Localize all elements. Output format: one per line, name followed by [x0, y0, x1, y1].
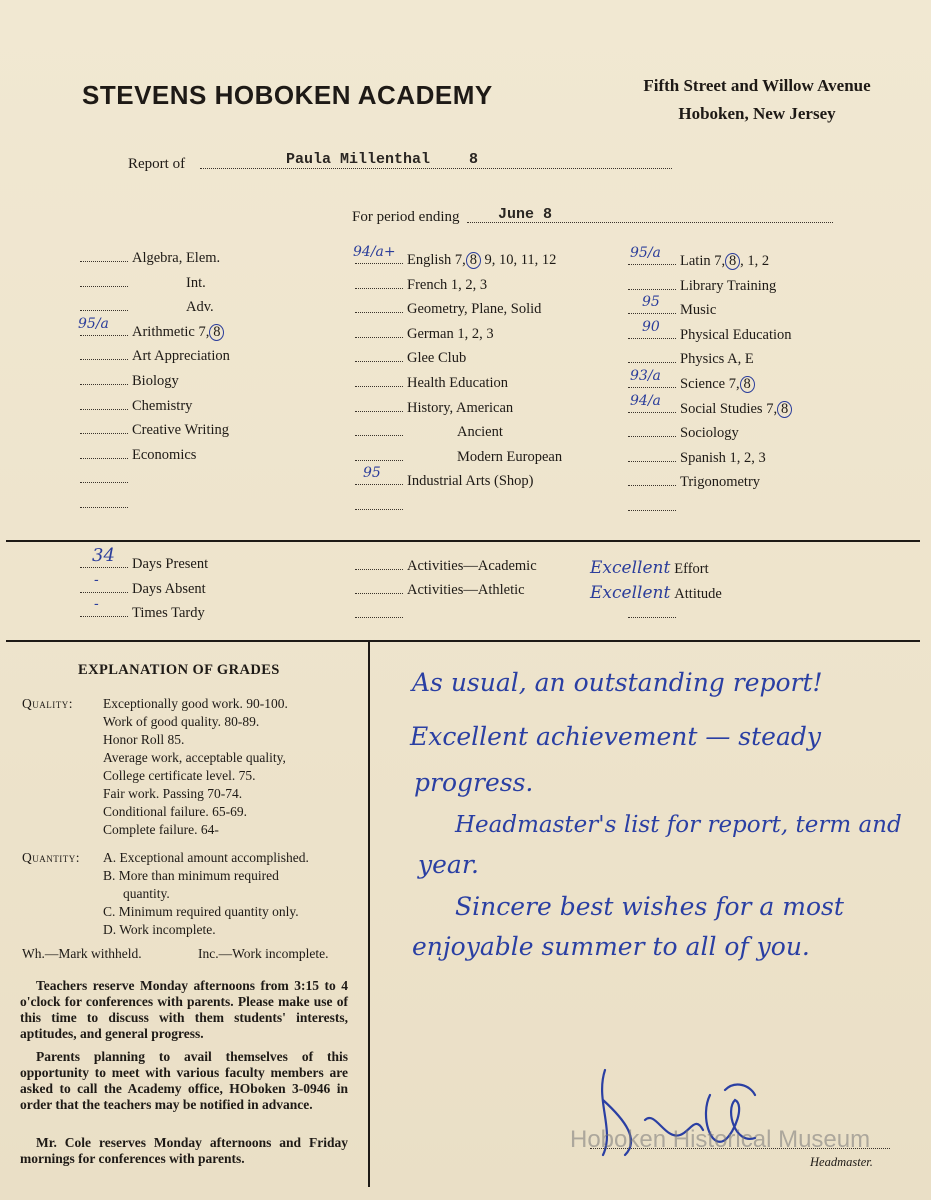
grade-english: 94/a+: [353, 244, 396, 260]
subject-row: Ancient: [355, 424, 562, 449]
museum-watermark: Hoboken Historical Museum: [570, 1126, 871, 1153]
days-present-value: 34: [92, 545, 115, 566]
report-of-label: Report of: [128, 156, 186, 172]
signature-title: Headmaster.: [810, 1155, 873, 1169]
student-grade: 8: [469, 151, 479, 168]
subject-row: 93/a Science 7, 8: [628, 376, 792, 401]
quality-item: Work of good quality. 80-89.: [103, 714, 260, 729]
period-value: June 8: [498, 206, 553, 223]
comment-line: As usual, an outstanding report!: [412, 668, 823, 697]
quantity-label: Quantity:: [22, 850, 80, 865]
quality-item: College certificate level. 75.: [103, 768, 256, 783]
explanation-title: EXPLANATION OF GRADES: [78, 662, 280, 678]
grade-latin: 95/a: [630, 245, 661, 261]
subject-row: Health Education: [355, 375, 562, 400]
subject-row: 94/a+ English 7, 8 9, 10, 11, 12: [353, 244, 557, 268]
subject-row: [80, 471, 230, 496]
quality-item: Exceptionally good work. 90-100.: [103, 696, 288, 711]
subjects-col-2: [353, 244, 563, 523]
subject-row: 95 Music: [628, 302, 792, 327]
quantity-item: A. Exceptional amount accomplished.: [103, 850, 309, 865]
quantity-item: C. Minimum required quantity only.: [103, 904, 299, 919]
comment-line: year.: [418, 850, 479, 879]
circled-grade-8: 8: [209, 324, 224, 341]
subject-row: 95 Industrial Arts (Shop): [355, 473, 562, 498]
effort-row: Excellent Effort: [590, 558, 709, 578]
grade-industrial-arts: 95: [363, 465, 381, 482]
blank-row: [355, 606, 407, 623]
grade-science: 93/a: [630, 367, 661, 384]
subject-row: 94/a Social Studies 7, 8: [628, 401, 792, 426]
comment-line: enjoyable summer to all of you.: [412, 932, 810, 961]
comment-line: Sincere best wishes for a most: [455, 892, 844, 921]
subject-row: 95/a Arithmetic 7, 8: [80, 324, 230, 349]
days-absent-row: - Days Absent: [80, 581, 206, 598]
attitude-value: Excellent: [590, 583, 671, 603]
subject-row: French 1, 2, 3: [355, 277, 562, 302]
subject-row: Glee Club: [355, 350, 562, 375]
subject-row: Modern European: [355, 449, 562, 474]
grade-arithmetic: 95/a: [78, 315, 109, 332]
subject-row: [80, 496, 230, 521]
times-tardy-row: - Times Tardy: [80, 605, 205, 622]
subject-row: Adv.: [80, 299, 230, 324]
subject-row: Chemistry: [80, 398, 230, 423]
activities-academic-row: Activities—Academic: [355, 558, 537, 575]
teachers-paragraph: Teachers reserve Monday afternoons from 3:15 to 4 o'clock for conferences with parents. Please make use of this time to discuss with them students' interests, aptitudes, and general progress.: [20, 978, 348, 1041]
subjects-col-1: [80, 250, 230, 521]
subject-row: 90 Physical Education: [628, 327, 792, 352]
withheld-note: Wh.—Mark withheld.: [22, 946, 142, 961]
subject-row: Physics A, E: [628, 351, 792, 376]
comment-line: Excellent achievement — steady: [410, 722, 821, 751]
effort-value: Excellent: [590, 558, 671, 578]
subject-row: [628, 499, 792, 524]
subject-row: [355, 498, 562, 523]
subject-row: 95/a Latin 7, 8 , 1, 2: [630, 245, 770, 269]
quality-item: Complete failure. 64-: [103, 822, 219, 837]
grade-music: 95: [642, 294, 660, 311]
subject-row: Geometry, Plane, Solid: [355, 301, 562, 326]
activities-athletic-row: Activities—Athletic: [355, 582, 525, 599]
subject-row: Sociology: [628, 425, 792, 450]
quantity-item: B. More than minimum required: [103, 868, 279, 883]
subject-row: Trigonometry: [628, 474, 792, 499]
quality-item: Average work, acceptable quality,: [103, 750, 286, 765]
attitude-row: Excellent Attitude: [590, 583, 722, 603]
subject-row: Creative Writing: [80, 422, 230, 447]
grade-social-studies: 94/a: [630, 392, 661, 409]
period-label: For period ending: [352, 209, 460, 225]
quantity-item: D. Work incomplete.: [103, 922, 216, 937]
grade-physical-education: 90: [642, 318, 660, 335]
subject-row: Biology: [80, 373, 230, 398]
subject-row: Economics: [80, 447, 230, 472]
incomplete-note: Inc.—Work incomplete.: [198, 946, 329, 961]
quantity-item: quantity.: [123, 886, 170, 901]
quality-item: Honor Roll 85.: [103, 732, 185, 747]
school-name: STEVENS HOBOKEN ACADEMY: [82, 80, 493, 110]
comment-line: progress.: [414, 768, 534, 797]
times-tardy-value: -: [94, 596, 99, 612]
quality-item: Fair work. Passing 70-74.: [103, 786, 243, 801]
cole-paragraph: Mr. Cole reserves Monday afternoons and Friday mornings for conferences with parents.: [20, 1135, 348, 1166]
days-present-row: 34 Days Present: [80, 556, 208, 573]
blank-row: [628, 606, 680, 623]
address-line-2: Hoboken, New Jersey: [678, 104, 836, 123]
subject-row: Algebra, Elem.: [80, 250, 230, 275]
quality-label: Quality:: [22, 696, 73, 711]
quality-list: [103, 695, 288, 839]
comment-line: Headmaster's list for report, term and: [455, 812, 902, 838]
divider-vertical: [368, 641, 370, 1187]
divider-top: [6, 540, 920, 542]
subjects-col-3: [628, 245, 792, 524]
subject-row: History, American: [355, 400, 562, 425]
quantity-list: [103, 849, 309, 939]
subject-row: Int.: [80, 275, 230, 300]
subject-row: Spanish 1, 2, 3: [628, 450, 792, 475]
subject-row: Art Appreciation: [80, 348, 230, 373]
address-line-1: Fifth Street and Willow Avenue: [643, 76, 871, 95]
divider-middle: [6, 640, 920, 642]
subject-row: German 1, 2, 3: [355, 326, 562, 351]
parents-paragraph: Parents planning to avail themselves of this opportunity to meet with various faculty members are asked to call the Academy office, HOboken 3-0946 in order that the teachers may be notified in advance.: [20, 1049, 348, 1112]
days-absent-value: -: [94, 572, 99, 588]
report-of-line: [200, 168, 672, 169]
quality-item: Conditional failure. 65-69.: [103, 804, 247, 819]
student-name: Paula Millenthal: [286, 151, 431, 168]
subject-row: Library Training: [628, 278, 792, 303]
